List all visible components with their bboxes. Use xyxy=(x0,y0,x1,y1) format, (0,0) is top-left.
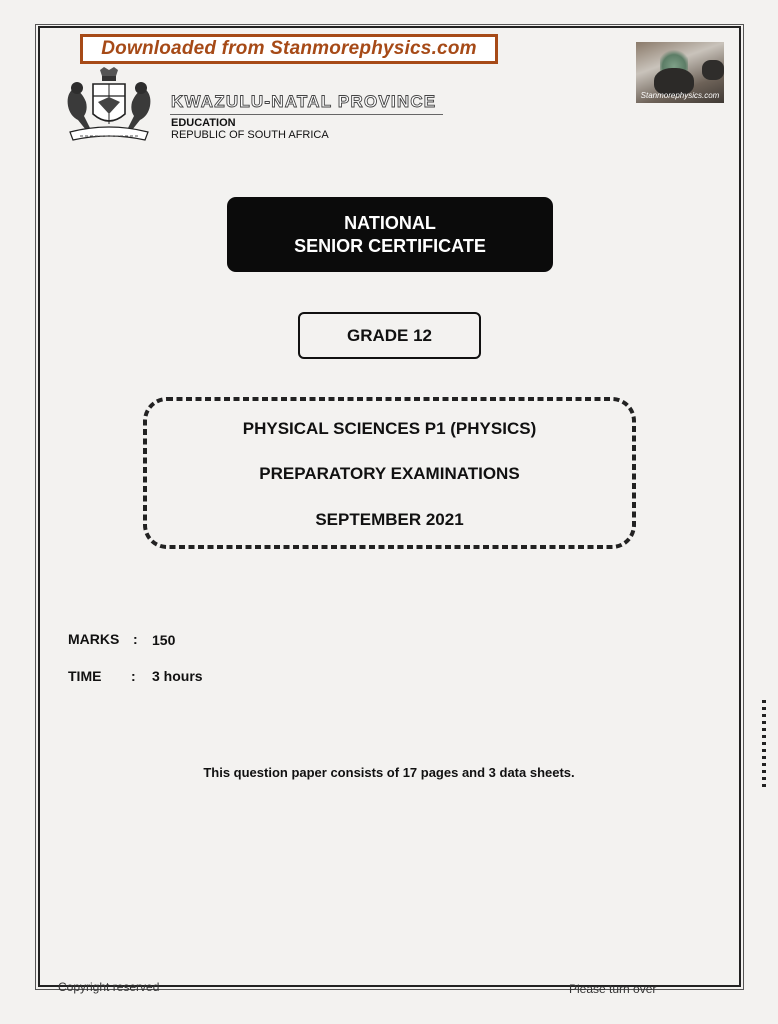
certificate-line-1: NATIONAL xyxy=(344,212,436,233)
site-logo-text: Stanmorephysics.com xyxy=(640,91,720,100)
pot-icon-secondary xyxy=(702,60,724,80)
marks-value: 150 xyxy=(152,632,176,648)
certificate-title-box xyxy=(227,197,553,272)
footer-copyright: Copyright reserved xyxy=(58,980,160,994)
coat-of-arms-icon xyxy=(60,66,158,148)
download-banner-text: Downloaded from Stanmorephysics.com xyxy=(101,38,477,59)
country-name: REPUBLIC OF SOUTH AFRICA xyxy=(171,129,329,141)
exam-date: SEPTEMBER 2021 xyxy=(315,510,464,529)
subject-title: PHYSICAL SCIENCES P1 (PHYSICS) xyxy=(242,419,537,438)
marks-label: MARKS xyxy=(68,631,120,647)
paper-composition-note: This question paper consists of 17 pages and 3 data sheets. xyxy=(203,765,575,780)
time-label: TIME xyxy=(68,668,102,684)
footer-turn-over: Please turn over xyxy=(569,982,657,996)
exam-name: PREPARATORY EXAMINATIONS xyxy=(259,464,520,483)
certificate-line-2: SENIOR CERTIFICATE xyxy=(294,235,486,256)
download-banner[interactable] xyxy=(80,34,498,64)
time-separator: : xyxy=(131,668,136,684)
grade-label: GRADE 12 xyxy=(346,325,433,345)
site-logo[interactable] xyxy=(636,42,724,103)
marks-separator: : xyxy=(133,631,138,647)
department-name: EDUCATION xyxy=(171,117,236,129)
scan-edge-marks xyxy=(762,700,766,790)
grade-box xyxy=(298,312,481,359)
province-name: KWAZULU-NATAL PROVINCE xyxy=(171,92,437,111)
download-banner-inner xyxy=(83,37,495,61)
province-divider xyxy=(170,114,443,115)
time-value: 3 hours xyxy=(152,668,203,684)
